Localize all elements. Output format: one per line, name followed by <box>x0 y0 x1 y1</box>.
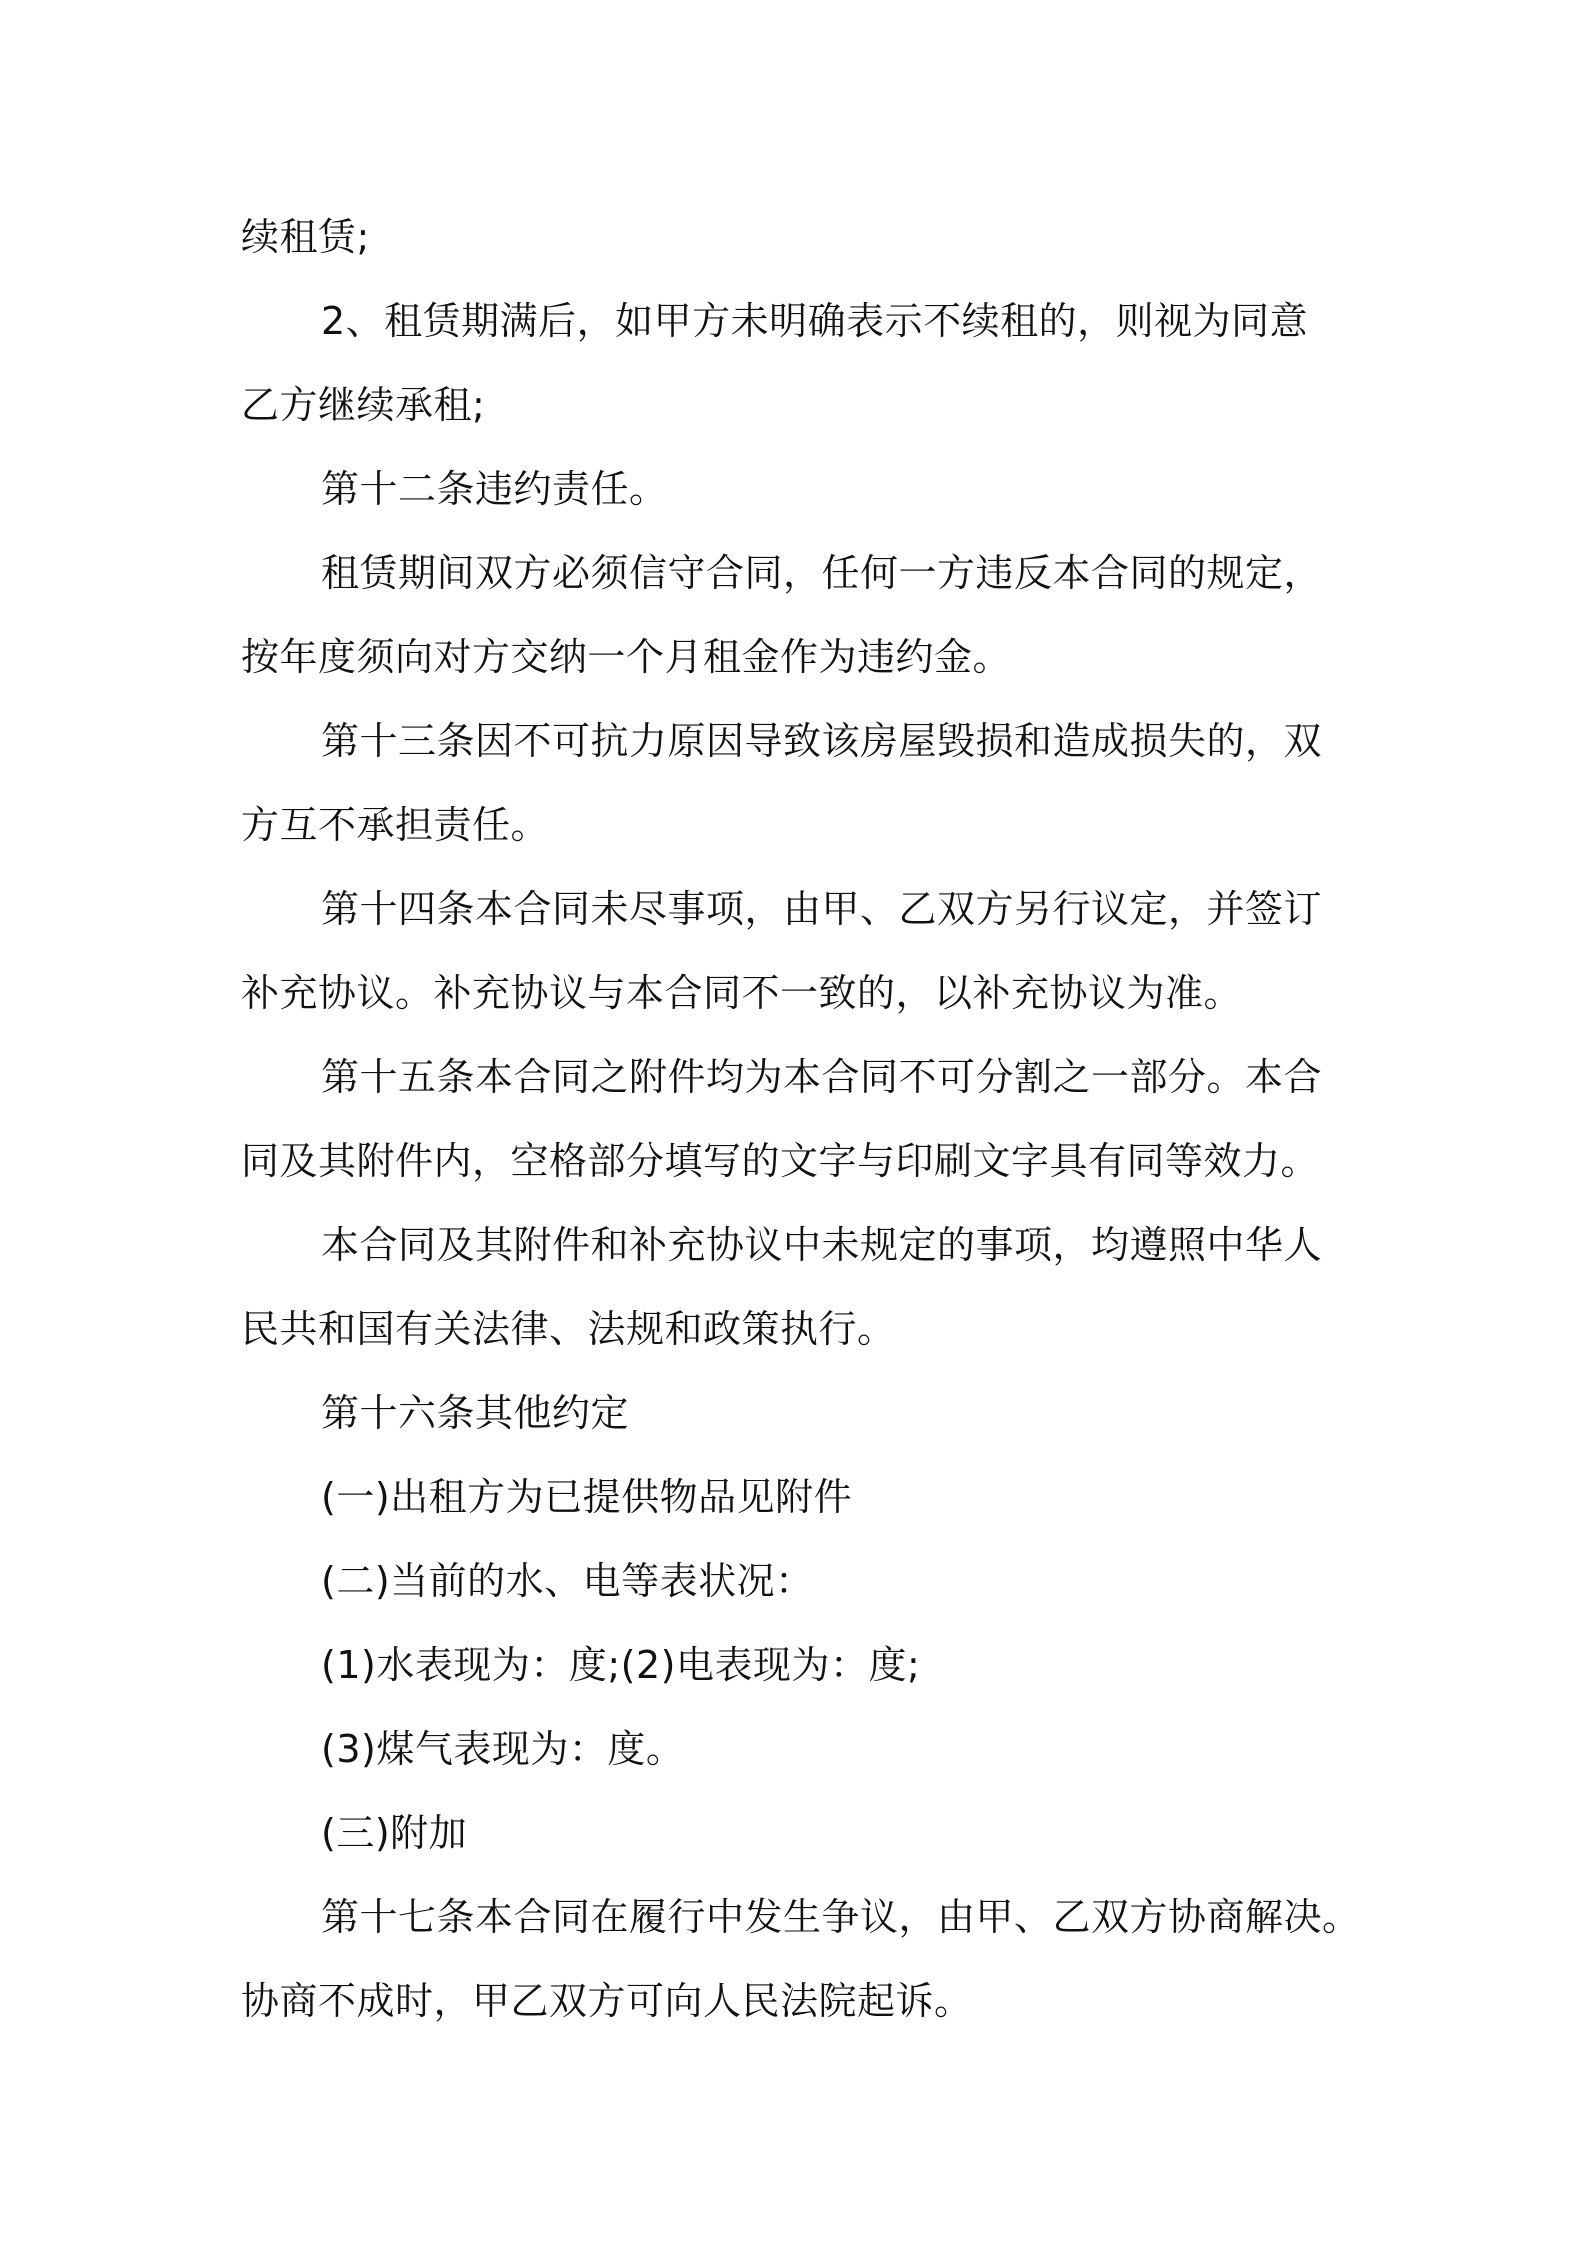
text-line: 第十三条因不可抗力原因导致该房屋毁损和造成损失的，双 <box>321 719 1323 763</box>
text-line: 同及其附件内，空格部分填写的文字与印刷文字具有同等效力。 <box>241 1139 1320 1183</box>
text-line: 第十七条本合同在履行中发生争议，由甲、乙双方协商解决。 <box>321 1895 1361 1939</box>
text-line: 2、租赁期满后，如甲方未明确表示不续租的，则视为同意 <box>321 299 1309 343</box>
text-line: 方互不承担责任。 <box>241 803 550 847</box>
list-item: (二)当前的水、电等表状况： <box>321 1559 814 1603</box>
text-line: 按年度须向对方交纳一个月租金作为违约金。 <box>241 635 1012 679</box>
text-line: 民共和国有关法律、法规和政策执行。 <box>241 1307 896 1351</box>
list-item: (一)出租方为已提供物品见附件 <box>321 1475 853 1519</box>
text-line: 协商不成时，甲乙双方可向人民法院起诉。 <box>241 1979 973 2023</box>
list-item: (3)煤气表现为：度。 <box>321 1727 685 1771</box>
list-item: (三)附加 <box>321 1811 468 1855</box>
article-heading: 第十二条违约责任。 <box>321 467 668 511</box>
text-line: 第十五条本合同之附件均为本合同不可分割之一部分。本合 <box>321 1055 1323 1099</box>
list-item: (1)水表现为：度;(2)电表现为：度; <box>321 1643 921 1687</box>
text-line: 续租赁; <box>241 215 370 259</box>
text-line: 补充协议。补充协议与本合同不一致的，以补充协议为准。 <box>241 971 1243 1015</box>
text-line: 乙方继续承租; <box>241 383 486 427</box>
article-heading: 第十六条其他约定 <box>321 1391 630 1435</box>
text-line: 第十四条本合同未尽事项，由甲、乙双方另行议定，并签订 <box>321 887 1323 931</box>
text-line: 租赁期间双方必须信守合同，任何一方违反本合同的规定， <box>321 551 1323 595</box>
text-line: 本合同及其附件和补充协议中未规定的事项，均遵照中华人 <box>321 1223 1323 1267</box>
document-body <box>241 195 1361 2043</box>
